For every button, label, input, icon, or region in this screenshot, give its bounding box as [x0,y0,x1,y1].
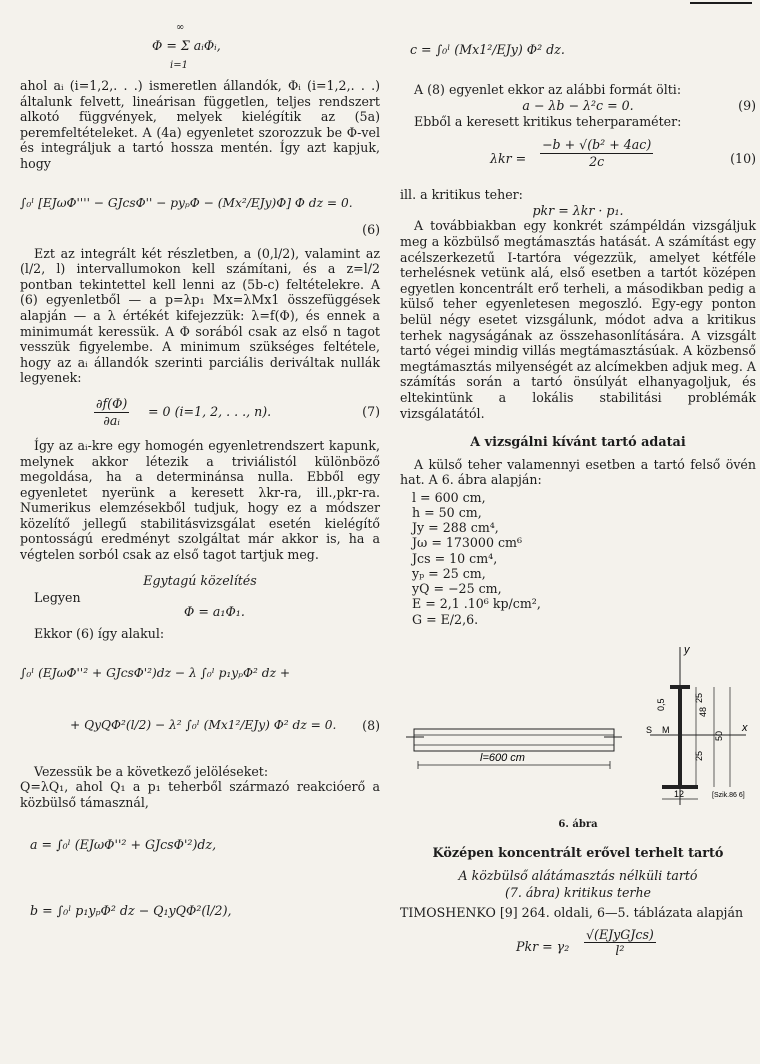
figure-6-drawing [400,637,756,815]
param-yp: yₚ = 25 cm, [412,565,486,581]
equation-7-denominator: ∂aᵢ [103,412,120,428]
equation-c-text: c = ∫₀ˡ (Mx1²/EJy) Φ² dz. [410,42,565,57]
param-jomega: Jω = 173000 cm⁶ [412,535,522,551]
param-h: h = 50 cm, [412,505,482,521]
equation-8 [20,652,380,752]
fig-dim-25b: 25 [694,750,704,761]
equation-a-text: a = ∫₀ˡ (EJωΦ''² + GJcsΦ'²)dz, [30,836,217,852]
paragraph-timoshenko: TIMOSHENKO [9] 264. oldali, 6—5. táblázata alapján [400,905,744,921]
beam-cross-section [646,644,748,805]
parameter-list [412,490,756,627]
fig-span-label: l=600 cm [480,751,525,764]
fig-dim-48: 48 [698,706,708,717]
param-l: l = 600 cm, [412,489,486,505]
equation-pkr: pkr = λkr · p₁. [532,202,624,218]
equation-a [20,819,380,875]
equation-7-rest: = 0 (i=1, 2, . . ., n). [148,403,272,419]
equation-6-body: ∫₀ˡ [EJωΦ'''' − GJcsΦ'' − pyₚΦ − (Mx²/EJy)Φ] Φ dz = 0. [20,195,353,210]
heading-single-term: Egytagú közelítés [143,572,257,588]
paragraph-ahol: ahol aᵢ (i=1,2,. . .) ismeretlen állandók, Φᵢ (i=1,2,. . .) általunk felvett, lineárisan független, teljes rendszert alkotó függvények, melyek kielégítik az (5a) peremfeltételeket. A (4a) egyenletet szorozzuk be Φ-vel és integráljuk a tartó hossza mentén. Így azt kapjuk, hogy [20,78,380,171]
fig-axis-y: y [684,643,690,656]
equation-pkr-gamma-denominator: l² [615,943,625,959]
equation-6 [20,186,380,240]
fig-dim-05: 0,5 [656,698,666,711]
sum-lower-limit: i=1 [170,60,188,71]
param-jcs: Jcs = 10 cm⁴, [412,550,498,566]
fig-label-m: M [662,724,670,735]
equation-phi-series-text: Φ = Σ aᵢΦᵢ, [152,38,221,53]
equation-pkr-gamma [400,927,756,967]
fig-dim-12: 12 [674,788,685,799]
figure-6-caption: 6. ábra [558,818,598,830]
equation-10-lhs: λkr = [490,151,527,167]
equation-10-denominator: 2c [589,153,605,169]
fig-dim-25a: 25 [694,692,704,703]
param-e: E = 2,1 .10⁶ kp/cm², [412,596,541,612]
paragraph-q-def: Q=λQ₁, ahol Q₁ a p₁ teherből származó reakcióerő a közbülső támasznál, [20,779,380,811]
equation-b-text: b = ∫₀ˡ p₁yₚΦ² dz − Q₁yQΦ²(l/2), [30,902,232,918]
sum-upper-limit: ∞ [176,22,185,33]
heading-beam-data: A vizsgálni kívánt tartó adatai [470,435,686,451]
equation-10 [400,137,756,181]
equation-b [20,883,380,939]
paragraph-integral-parts: Ezt az integrált két részletben, a (0,l/2), valamint az (l/2, l) intervallumokon kell számítani, és a z=l/2 pontban tekintettel kell lenni az (5b-c) feltételekre. A (6) egyenletből — a p=λp₁ Mx=λMx1 összefüggések alapján — a λ értékét kifejezzük: λ=f(Φ), és ennek a minimumát keressük. A Φ sorából csak az első n tagot vesszük figyelembe. A minimum szükséges feltétele, hogy az aᵢ állandók szerinti parciális deriváltak nullák legyenek: [20,245,380,386]
fig-label-s: S [646,724,653,735]
equation-pkr-gamma-numerator: √(EJyGJcs) [586,926,654,942]
param-g: G = E/2,6. [412,611,479,627]
heading-concentrated-load: Középen koncentrált erővel terhelt tartó [432,846,724,862]
equation-9 [400,98,756,114]
left-column [20,0,380,945]
equation-9-number: (9) [738,97,756,113]
right-column [400,0,756,973]
equation-c [400,18,756,76]
paragraph-example: A továbbiakban egy konkrét számpéldán vizsgáljuk meg a közbülső megtámasztás hatását. A számítást egy acélszerkezetű I-tartóra végezzük, amelyet kétféle terhelésnek vetünk alá, első esetben a tartót középen egyetlen koncentrált erő terheli, a másodikban pedig a külső teher egyenletesen megoszló. Egy-egy ponton belül négy esetet vizsgálunk, módot adva a kritikus terhek nagyságának az összehasonlítására. A vizsgált tartó végei mindig villás megtámasztásúak. A közbenső megtámasztás milyenségét az alcímekben adjuk meg. A számítás során a tartó önsúlyát elhanyagoljuk, és eltekintünk a lokális stabilitási problémák vizsgálatától. [400,218,756,421]
paragraph-critical-param: Ebből a keresett kritikus teherparaméter: [414,113,682,129]
paragraph-notation: Vezessük be a következő jelöléseket: [34,763,269,779]
subheading-critical-load: (7. ábra) kritikus terhe [504,885,652,901]
paragraph-critical-load: ill. a kritikus teher: [400,187,523,203]
equation-7-number: (7) [362,403,380,419]
fig-ref: [Szik.86 6] [712,791,745,799]
equation-7-numerator: ∂f(Φ) [96,395,128,411]
paragraph-eq8-form: A (8) egyenlet ekkor az alábbi formát ölti: [414,82,682,97]
legyen-label: Legyen [34,590,81,606]
param-jy: Jy = 288 cm⁴, [412,520,499,536]
figure-6 [400,637,756,815]
paragraph-ekkor: Ekkor (6) így alakul: [34,626,165,642]
param-yq: yQ = −25 cm, [412,581,502,597]
equation-10-number: (10) [730,151,756,167]
fig-dim-50: 50 [714,730,724,741]
equation-8-line1: ∫₀ˡ (EJωΦ''² + GJcsΦ'²)dz − λ ∫₀ˡ p₁yₚΦ² dz + [20,665,291,680]
equation-8-number: (8) [362,717,380,733]
equation-9-body: a − λb − λ²c = 0. [522,97,634,113]
equation-6-number: (6) [362,221,380,237]
paragraph-external-load: A külső teher valamennyi esetben a tartó felső övén hat. A 6. ábra alapján: [400,456,756,488]
equation-7 [20,394,380,432]
equation-8-line2: + QyQΦ²(l/2) − λ² ∫₀ˡ (Mx1²/EJy) Φ² dz = 0. [70,717,337,732]
beam-elevation [406,729,622,769]
equation-10-numerator: −b + √(b² + 4ac) [542,137,652,153]
fig-axis-x: x [742,721,748,734]
paragraph-homogeneous-system: Így az aᵢ-kre egy homogén egyenletrendszert kapunk, melynek akkor létezik a triviálistól különböző megoldása, ha a determinánsa nulla. Ebből egy egyenletet nyerünk a keresett λkr-ra, ill.,pkr-ra. Numerikus elemzésekből tudjuk, hogy ez a módszer közelítő jellegű stabilitásvizsgálat esetén kielégítő pontosságú eredményt szolgáltat már akkor is, ha a végtelen sorból csak az első tagot tartjuk meg. [20,437,380,563]
equation-phi-series [20,24,380,70]
equation-legyen: Φ = a₁Φ₁. [184,604,245,620]
subheading-no-support: A közbülső alátámasztás nélküli tartó [458,867,698,883]
equation-pkr-gamma-lhs: Pkr = γ₂ [516,938,570,954]
